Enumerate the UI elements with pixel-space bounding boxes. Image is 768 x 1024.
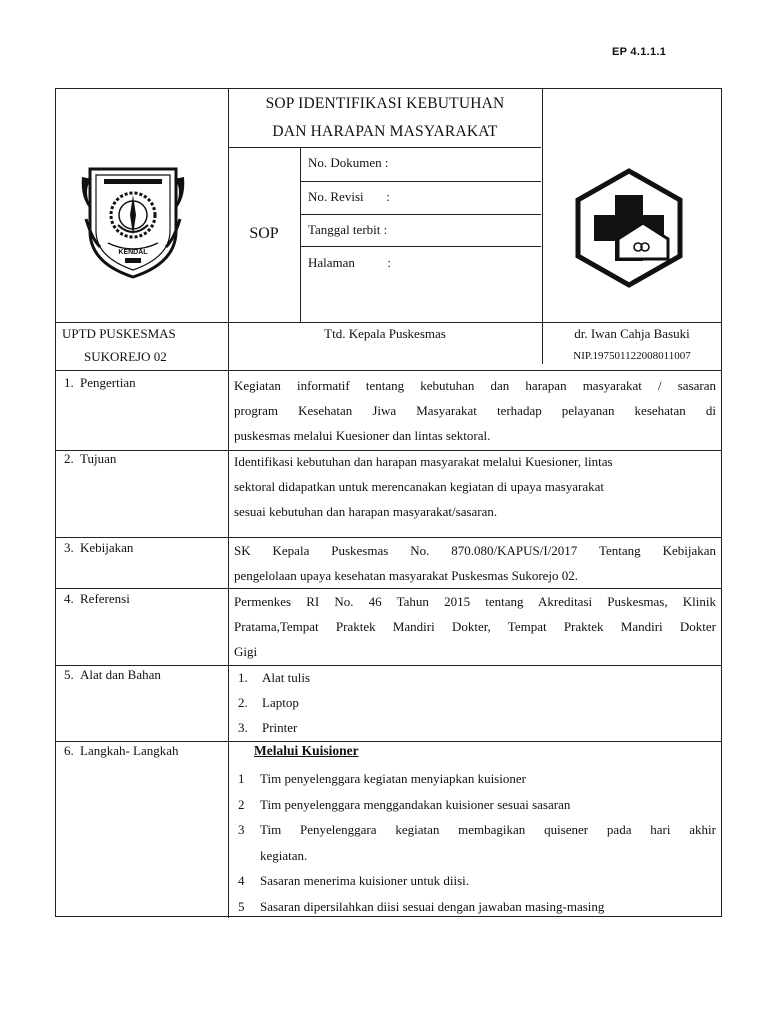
section-text-referensi: Permenkes RI No. 46 Tahun 2015 tentang Akreditasi Puskesmas, Klinik Pratama,Tempat Praktek Mandiri Dokter, Tempat Praktek Mandiri Dokter Gigi xyxy=(234,594,716,659)
list-item: 2 Tim penyelenggara menggandakan kuisioner sesuai sasaran xyxy=(238,796,571,812)
list-item: 3. Printer xyxy=(238,720,298,735)
list-item: 3 Tim Penyelenggara kegiatan membagikan quisener pada hari akhir xyxy=(238,822,716,837)
section-label-langkah: 6. Langkah- Langkah xyxy=(64,743,179,758)
divider xyxy=(56,322,721,323)
meta-halaman: Halaman : xyxy=(308,255,392,270)
sop-table xyxy=(55,88,722,917)
divider xyxy=(300,181,541,182)
list-item: 2. Laptop xyxy=(238,695,299,710)
sop-label: SOP xyxy=(249,225,279,242)
title-line-1: SOP IDENTIFIKASI KEBUTUHAN xyxy=(265,95,505,112)
section-label-pengertian: 1. Pengertian xyxy=(64,375,136,390)
divider xyxy=(56,741,721,742)
section-steps-langkah xyxy=(238,766,716,919)
document-title xyxy=(228,89,542,146)
meta-tanggal-terbit: Tanggal terbit : xyxy=(308,222,388,237)
list-item: 1. Alat tulis xyxy=(238,670,311,685)
section-label-tujuan: 2. Tujuan xyxy=(64,451,117,466)
section-text-kebijakan: SK Kepala Puskesmas No. 870.080/KAPUS/I/2017 Tentang Kebijakan pengelolaan upaya kesehatan masyarakat Puskesmas Sukorejo 02. xyxy=(234,543,716,583)
divider xyxy=(300,246,541,247)
seal-text: KENDAL xyxy=(118,249,148,256)
divider xyxy=(300,214,541,215)
ttd-label: Ttd. Kepala Puskesmas xyxy=(324,326,446,341)
kendal-seal-logo xyxy=(78,159,188,289)
head-name: dr. Iwan Cahja Basuki xyxy=(574,326,690,341)
section-label-referensi: 4. Referensi xyxy=(64,591,130,606)
meta-no-dokumen: No. Dokumen : xyxy=(308,155,389,170)
meta-no-revisi: No. Revisi : xyxy=(308,189,390,204)
head-nip: NIP.197501122008011007 xyxy=(573,350,691,362)
document-code: EP 4.1.1.1 xyxy=(612,46,667,58)
section-list-alat-bahan xyxy=(238,665,708,740)
title-line-2: DAN HARAPAN MASYARAKAT xyxy=(272,123,498,140)
list-item: 5 Sasaran dipersilahkan diisi sesuai dengan jawaban masing-masing xyxy=(238,898,605,914)
puskesmas-logo xyxy=(568,167,690,294)
org-line-1: UPTD PUSKESMAS xyxy=(62,326,176,341)
divider xyxy=(56,370,721,371)
org-line-2: SUKOREJO 02 xyxy=(84,349,167,364)
section-text-tujuan: Identifikasi kebutuhan dan harapan masyarakat melalui Kuesioner, lintas sektoral didapatkan untuk merencanakan kegiatan di upaya masyarakat sesuai kebutuhan dan harapan masyarakat/sasaran. xyxy=(234,454,613,519)
subheading-kuisioner: Melalui Kuisioner xyxy=(254,743,359,758)
divider xyxy=(228,322,229,918)
section-label-alat-bahan: 5. Alat dan Bahan xyxy=(64,667,161,682)
list-item-continuation: kegiatan. xyxy=(260,847,308,863)
list-item: 4 Sasaran menerima kuisioner untuk diisi. xyxy=(238,873,470,888)
divider xyxy=(300,147,301,323)
section-label-kebijakan: 3. Kebijakan xyxy=(64,540,134,555)
list-item: 1 Tim penyelenggara kegiatan menyiapkan kuisioner xyxy=(238,771,526,786)
section-text-pengertian: Kegiatan informatif tentang kebutuhan dan harapan masyarakat / sasaran program Kesehatan Jiwa Masyarakat terhadap pelayanan kesehatan di puskesmas melalui Kuesioner dan lintas sektoral. xyxy=(234,378,716,443)
